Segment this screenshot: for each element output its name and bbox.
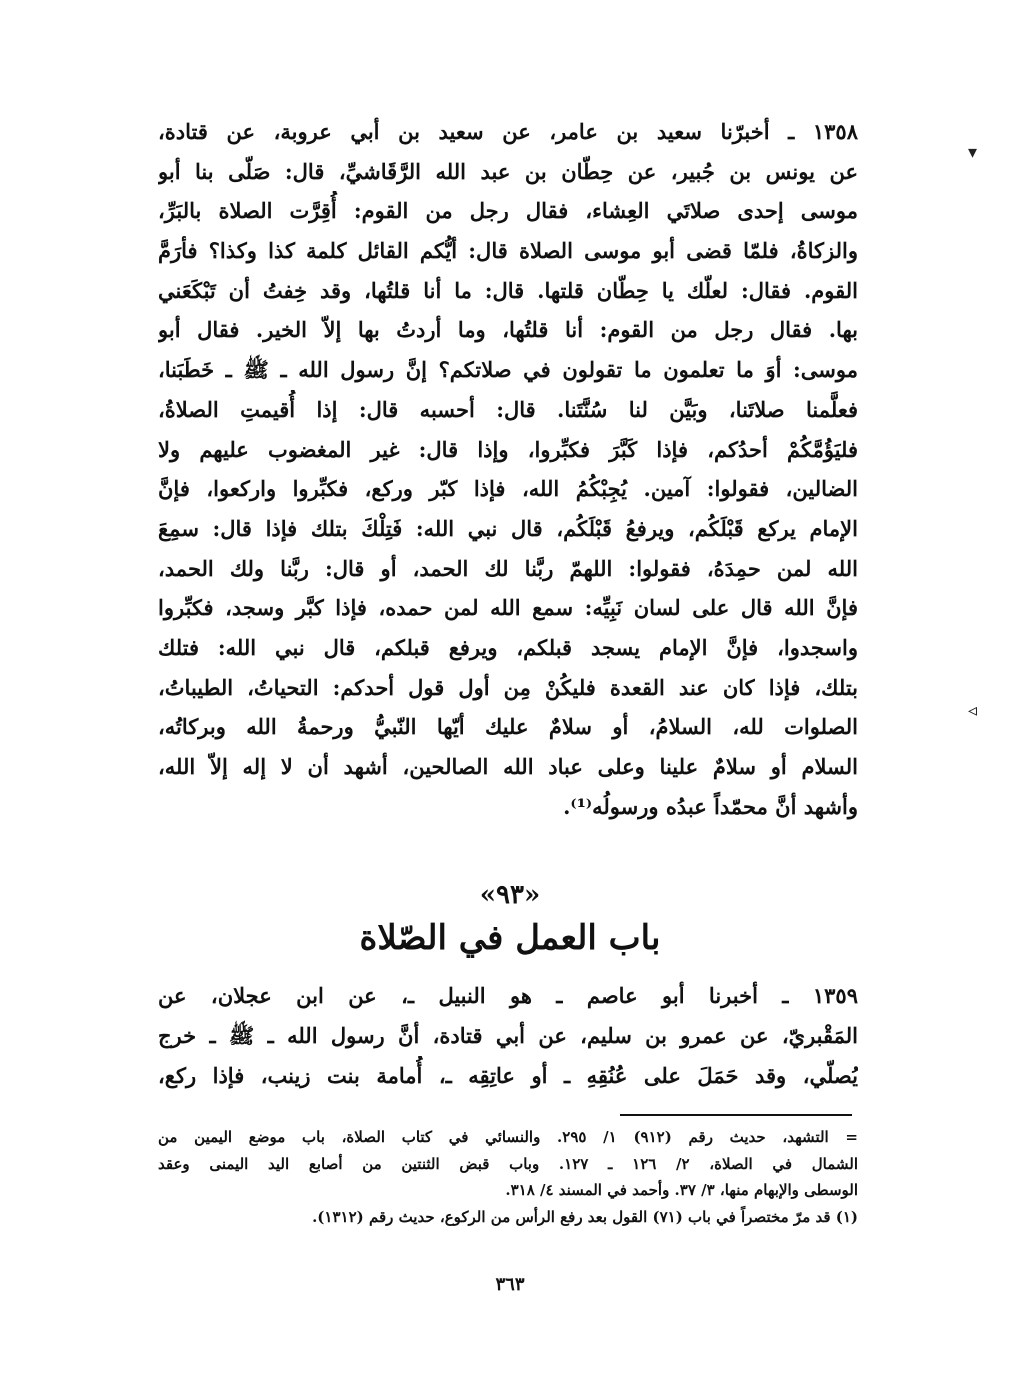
page-number: ٣٦٣ — [495, 1274, 525, 1295]
text-line: بتلك، فإذا كان عند القعدة فليكُنْ مِن أول قول أحدكم: التحياتُ، الطيباتُ، — [158, 674, 858, 700]
text-line: فليَؤُمَّكُمْ أحدُكم، فإذا كَبَّرَ فكبِّروا، وإذا قال: غير المغضوب عليهم ولا — [158, 436, 858, 462]
footnote-line: الشمال في الصلاة، ٢/ ١٢٦ ـ ١٢٧. وباب قبض الثنتين من أصابع اليد اليمنى وعقد — [158, 1154, 858, 1173]
text-line: المَقْبريّ، عن عمرو بن سليم، عن أبي قتادة، أنَّ رسول الله ـ ﷺ ـ خرج — [158, 1023, 858, 1048]
margin-mark-top: ▾ — [968, 142, 978, 163]
text-line: موسى: أوَ ما تعلمون ما تقولون في صلاتكم؟ إنَّ رسول الله ـ ﷺ ـ خَطَبَنا، — [158, 357, 858, 383]
chapter-number: «٩٣» — [479, 880, 541, 910]
footnote-line: (١) قد مرّ مختصراً في باب (٧١) القول بعد رفع الرأس من الركوع، حديث رقم (١٣١٢). — [312, 1207, 858, 1226]
margin-mark-middle: ◃ — [968, 700, 978, 721]
text-line: السلام أو سلامٌ علينا وعلى عباد الله الصالحين، أشهد أن لا إله إلاّ الله، — [158, 754, 858, 779]
text-line: يُصلّي، وقد حَمَلَ على عُنُقِهِ ـ أو عاتِقِه ـ، أُمامة بنت زينب، فإذا ركع، — [158, 1063, 858, 1088]
text-line: الضالين، فقولوا: آمين. يُجِبْكُمُ الله، فإذا كبّر وركع، فكبِّروا واركعوا، فإنَّ — [158, 476, 858, 502]
hadith-1358-paragraph — [158, 112, 858, 826]
text-line: فعلَّمنا صلاتَنا، وبَيَّن لنا سُنَّتَنا. قال: أحسبه قال: إذا أُقيمتِ الصلاةُ، — [158, 396, 858, 422]
text-line: بها. فقال رجل من القوم: أنا قلتُها، وما أردتُ بها إلاّ الخير. فقال أبو — [158, 317, 858, 343]
footnote-line: = التشهد، حديث رقم (٩١٢) ١/ ٢٩٥. والنسائي في كتاب الصلاة، باب موضع اليمين من — [158, 1128, 858, 1146]
hadith-1359-paragraph — [158, 976, 858, 1096]
text-line: موسى إحدى صلاتَي العِشاء، فقال رجل من القوم: أُقِرَّت الصلاة بالبَرِّ، — [158, 198, 858, 224]
footnote-divider — [620, 1114, 852, 1116]
text-line: الله لمن حمِدَهُ، فقولوا: اللهمّ ربَّنا لك الحمد، أو قال: ربَّنا ولك الحمد، — [158, 555, 858, 581]
footnote-line: الوسطى والإبهام منها، ٣/ ٣٧. وأحمد في المسند ٤/ ٣١٨. — [505, 1181, 858, 1199]
text-line: القوم. فقال: لعلّك يا حِطّان قلتها. قال: ما أنا قلتُها، وقد خِفتُ أن تَبْكَعَني — [158, 277, 858, 303]
text-line: واسجدوا، فإنَّ الإمام يسجد قبلكم، ويرفع قبلكم، قال نبي الله: فتلك — [158, 634, 858, 660]
text-line: وأشهد أنَّ محمّداً عبدُه ورسولُه⁽¹⁾. — [563, 793, 858, 819]
text-line: والزكاةُ، فلمّا قضى أبو موسى الصلاة قال: أيُّكم القائل كلمة كذا وكذا؟ فأرَمَّ — [158, 238, 858, 264]
text-line: ١٣٥٨ ـ أخبرّنا سعيد بن عامر، عن سعيد بن أبي عروبة، عن قتادة، — [158, 119, 858, 144]
text-line: عن يونس بن جُبير، عن حِطّان بن عبد الله الرَّقَاشيِّ، قال: صَلّى بنا أبو — [158, 158, 858, 184]
chapter-title: باب العمل في الصّلاة — [359, 918, 661, 958]
text-line: الإمام يركع قَبْلَكُم، ويرفعُ قَبْلَكُم، قال نبي الله: فَتِلْكَ بتلك فإذا قال: سمِعَ — [158, 515, 858, 541]
text-line: ١٣٥٩ ـ أخبرنا أبو عاصم ـ هو النبيل ـ، عن ابن عجلان، عن — [158, 983, 858, 1008]
text-line: فإنَّ الله قال على لسان نَبِيِّه: سمع الله لمن حمده، فإذا كبَّر وسجد، فكبِّروا — [158, 595, 858, 621]
text-line: الصلوات لله، السلامُ، أو سلامٌ عليك أيّها النّبيُّ ورحمةُ الله وبركاتُه، — [158, 714, 858, 740]
footnotes — [158, 1124, 858, 1230]
